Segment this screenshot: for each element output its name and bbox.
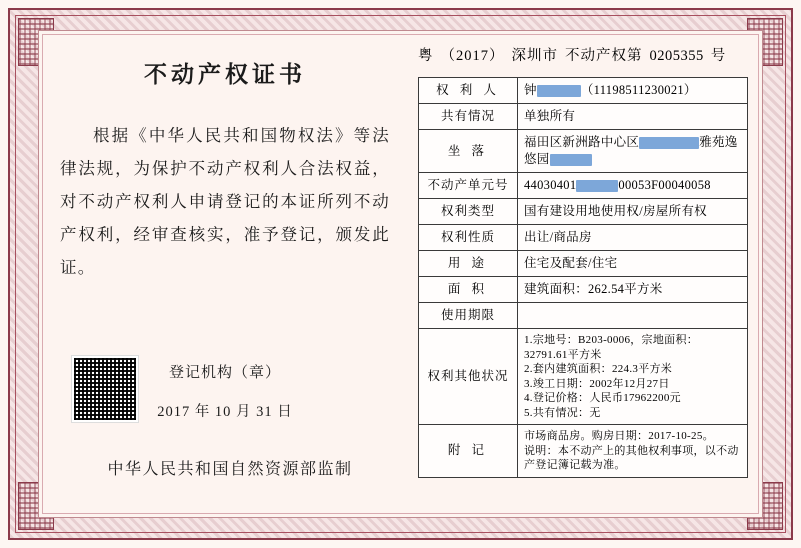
row-label-unit-no: 不动产单元号 xyxy=(419,173,518,199)
redaction-mark xyxy=(537,85,581,97)
issue-city: 深圳市 xyxy=(511,48,558,64)
table-row xyxy=(419,130,748,173)
row-value-location xyxy=(518,130,748,173)
unit-no-a: 44030401 xyxy=(524,178,577,192)
row-value-right-type: 国有建设用地使用权/房屋所有权 xyxy=(518,199,748,225)
owner-name-prefix: 钟 xyxy=(524,83,537,97)
row-label-location: 坐 落 xyxy=(419,130,518,173)
right-column xyxy=(418,44,748,478)
certificate-number-header xyxy=(418,44,748,65)
property-info-table xyxy=(418,77,748,478)
remarks-line-1: 市场商品房。购房日期：2017-10-25。 xyxy=(524,430,714,442)
table-row xyxy=(419,329,748,425)
other-rights-line-4: 4.登记价格：人民币17962200元 xyxy=(524,392,681,404)
document-title: 不动产权证书 xyxy=(144,62,306,87)
row-label-right-nature: 权利性质 xyxy=(419,225,518,251)
row-value-right-nature: 出让/商品房 xyxy=(518,225,748,251)
row-value-ownership: 单独所有 xyxy=(518,104,748,130)
row-label-ownership: 共有情况 xyxy=(419,104,518,130)
table-row xyxy=(419,104,748,130)
certificate-number-suffix: 号 xyxy=(710,48,727,64)
redaction-mark xyxy=(550,154,592,166)
row-label-term: 使用期限 xyxy=(419,303,518,329)
issuer-label: 登记机构（章） xyxy=(168,365,281,381)
row-value-remarks xyxy=(518,425,748,478)
row-label-right-type: 权利类型 xyxy=(419,199,518,225)
owner-id: （11198511230021） xyxy=(580,83,697,97)
row-value-use: 住宅及配套/住宅 xyxy=(518,251,748,277)
table-row xyxy=(419,173,748,199)
redaction-mark xyxy=(639,137,699,149)
table-row xyxy=(419,425,748,478)
remarks-line-2: 说明：本不动产上的其他权利事项，以不动产登记簿记载为准。 xyxy=(524,444,739,471)
table-row xyxy=(419,225,748,251)
unit-no-b: 00053F00040058 xyxy=(618,178,711,192)
location-text-a: 福田区新洲路中心区 xyxy=(524,135,640,149)
row-label-owner: 权 利 人 xyxy=(419,78,518,104)
document-body-text: 根据《中华人民共和国物权法》等法律法规，为保护不动产权利人合法权益，对不动产权利人申请登记的本证所列不动产权利，经审查核实，准予登记，颁发此证。 xyxy=(60,126,390,277)
certificate-number-label: 不动产权第 xyxy=(565,48,643,64)
row-label-area: 面 积 xyxy=(419,277,518,303)
table-row xyxy=(419,199,748,225)
row-value-term xyxy=(518,303,748,329)
table-row xyxy=(419,251,748,277)
other-rights-line-5: 5.共有情况：无 xyxy=(524,406,601,419)
issuer-block xyxy=(60,361,390,421)
row-value-unit-no xyxy=(518,173,748,199)
row-value-area: 建筑面积：262.54平方米 xyxy=(518,277,748,303)
issue-year: （2017） xyxy=(440,48,505,64)
table-row xyxy=(419,303,748,329)
redaction-mark xyxy=(576,180,618,192)
location-text-b: 雅苑逸悠园 xyxy=(524,135,738,166)
table-row xyxy=(419,277,748,303)
row-label-use: 用 途 xyxy=(419,251,518,277)
other-rights-line-2: 2.套内建筑面积：224.3平方米 xyxy=(524,363,673,375)
row-label-remarks: 附 记 xyxy=(419,425,518,478)
row-value-other-rights xyxy=(518,329,748,425)
other-rights-line-1: 1.宗地号：B203-0006，宗地面积：32791.61平方米 xyxy=(524,334,699,361)
issue-date: 2017 年 10 月 31 日 xyxy=(157,404,293,420)
certificate-number-value: 0205355 xyxy=(649,48,704,64)
other-rights-line-3: 3.竣工日期：2002年12月27日 xyxy=(524,377,670,390)
table-row xyxy=(419,78,748,104)
ministry-supervision-line: 中华人民共和国自然资源部监制 xyxy=(107,461,353,478)
left-column xyxy=(60,56,390,478)
province-code: 粤 xyxy=(418,48,434,64)
row-label-other-rights: 权利其他状况 xyxy=(419,329,518,425)
row-value-owner xyxy=(518,78,748,104)
